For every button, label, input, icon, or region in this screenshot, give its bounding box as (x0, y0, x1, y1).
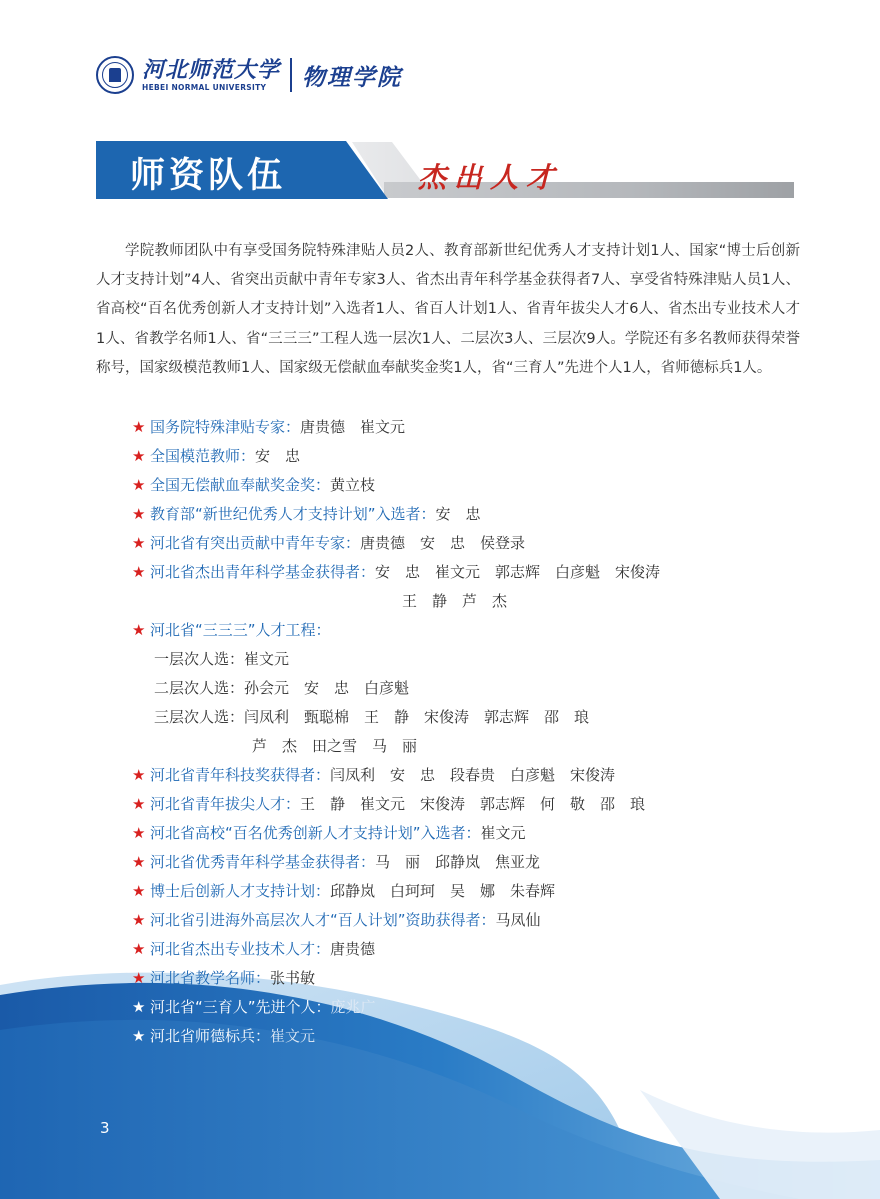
list-item (132, 616, 812, 645)
item-label: 河北省引进海外高层次人才“百人计划”资助获得者： (150, 911, 496, 929)
item-label: 河北省青年科技奖获得者： (150, 766, 331, 784)
item-value: 崔文元 (480, 824, 526, 842)
item-label: 全国模范教师： (150, 447, 256, 465)
star-icon: ★ (132, 447, 146, 465)
list-item (132, 558, 812, 587)
header-divider (290, 58, 292, 92)
list-item (132, 848, 812, 877)
university-name-cn: 河北师范大学 (142, 57, 281, 83)
section-title: 师资队伍 (130, 156, 287, 196)
tier-row (132, 703, 812, 732)
list-item (132, 906, 812, 935)
star-icon: ★ (132, 853, 146, 871)
page-number: 3 (100, 1119, 110, 1137)
item-value: 王 静 崔文元 宋俊涛 郭志辉 何 敬 邵 琅 (300, 795, 646, 813)
tier-value: 崔文元 (244, 650, 290, 668)
list-item (132, 935, 812, 964)
header-logo (96, 54, 402, 96)
item-label: 河北省师德标兵： (150, 1027, 271, 1045)
item-value: 崔文元 (270, 1027, 316, 1045)
tier-label: 一层次人选： (154, 650, 245, 668)
item-label: 河北省优秀青年科学基金获得者： (150, 853, 376, 871)
item-value: 邱静岚 白珂珂 吴 娜 朱春辉 (330, 882, 556, 900)
item-value: 闫凤利 安 忠 段春贵 白彦魁 宋俊涛 (330, 766, 616, 784)
star-icon: ★ (132, 882, 146, 900)
item-label: 河北省青年拔尖人才： (150, 795, 301, 813)
list-item (132, 1022, 812, 1051)
item-value: 安 忠 (255, 447, 301, 465)
item-value: 张书敏 (270, 969, 316, 987)
item-value: 安 忠 (435, 505, 481, 523)
item-continuation: 王 静 芦 杰 (402, 592, 508, 610)
star-icon: ★ (132, 766, 146, 784)
star-icon: ★ (132, 940, 146, 958)
tier-row (132, 674, 812, 703)
item-value: 黄立枝 (330, 476, 376, 494)
section-subtitle: 杰出人才 (418, 161, 563, 194)
star-icon: ★ (132, 476, 146, 494)
item-label: 河北省“三三三”人才工程： (150, 621, 331, 639)
university-name-en: HEBEI NORMAL UNIVERSITY (142, 83, 267, 92)
star-icon: ★ (132, 418, 146, 436)
tier-label: 三层次人选： (154, 708, 245, 726)
college-name: 物理学院 (302, 63, 403, 91)
star-icon: ★ (132, 998, 146, 1016)
item-value: 唐贵德 崔文元 (300, 418, 406, 436)
item-label: 河北省有突出贡献中青年专家： (150, 534, 361, 552)
list-item (132, 819, 812, 848)
list-item (132, 993, 812, 1022)
item-label: 河北省杰出青年科学基金获得者： (150, 563, 376, 581)
tier-value: 孙会元 安 忠 白彦魁 (244, 679, 410, 697)
list-item (132, 529, 812, 558)
star-icon: ★ (132, 505, 146, 523)
item-label: 河北省杰出专业技术人才： (150, 940, 331, 958)
star-icon: ★ (132, 969, 146, 987)
star-icon: ★ (132, 621, 146, 639)
intro-paragraph: 学院教师团队中有享受国务院特殊津贴人员2人、教育部新世纪优秀人才支持计划1人、国家“博士后创新人才支持计划”4人、省突出贡献中青年专家3人、省杰出青年科学基金获得者7人、享受省特殊津贴人员1人、省高校“百名优秀创新人才支持计划”入选者1人、省百人计划1人、省青年拔尖人才6人、省杰出专业技术人才 1人、省教学名师1人、省“三三三”工程人选一层次1人、二层次3人、三层次9人。学院还有多名教师获得荣誉称号，国家级模范教师1人、国家级无偿献血奉献奖金奖1人，省“三育人”先进个人1人，省师德标兵1人。 (96, 243, 800, 376)
item-value: 马 丽 邱静岚 焦亚龙 (375, 853, 541, 871)
item-value: 唐贵德 (330, 940, 376, 958)
tier-continuation: 芦 杰 田之雪 马 丽 (252, 737, 418, 755)
item-label: 河北省高校“百名优秀创新人才支持计划”入选者： (150, 824, 481, 842)
item-label: 国务院特殊津贴专家： (150, 418, 301, 436)
item-label: 博士后创新人才支持计划： (150, 882, 331, 900)
tier-row (132, 645, 812, 674)
item-value: 马凤仙 (495, 911, 541, 929)
star-icon: ★ (132, 534, 146, 552)
star-icon: ★ (132, 1027, 146, 1045)
university-seal-icon (96, 56, 134, 94)
item-value: 安 忠 崔文元 郭志辉 白彦魁 宋俊涛 (375, 563, 661, 581)
item-value: 庞兆广 (330, 998, 376, 1016)
list-item (132, 500, 812, 529)
item-label: 全国无偿献血奉献奖金奖： (150, 476, 331, 494)
star-icon: ★ (132, 795, 146, 813)
list-item (132, 442, 812, 471)
item-value: 唐贵德 安 忠 侯登录 (360, 534, 526, 552)
item-label: 河北省“三育人”先进个人： (150, 998, 331, 1016)
tier-value: 闫凤利 甄聪棉 王 静 宋俊涛 郭志辉 邵 琅 (244, 708, 590, 726)
list-item (132, 877, 812, 906)
list-item (132, 761, 812, 790)
list-item (132, 471, 812, 500)
list-item (132, 790, 812, 819)
list-item (132, 964, 812, 993)
list-item (132, 413, 812, 442)
item-label: 教育部“新世纪优秀人才支持计划”入选者： (150, 505, 436, 523)
star-icon: ★ (132, 911, 146, 929)
tier-label: 二层次人选： (154, 679, 245, 697)
item-label: 河北省教学名师： (150, 969, 271, 987)
star-icon: ★ (132, 563, 146, 581)
star-icon: ★ (132, 824, 146, 842)
talent-list (132, 413, 812, 1051)
